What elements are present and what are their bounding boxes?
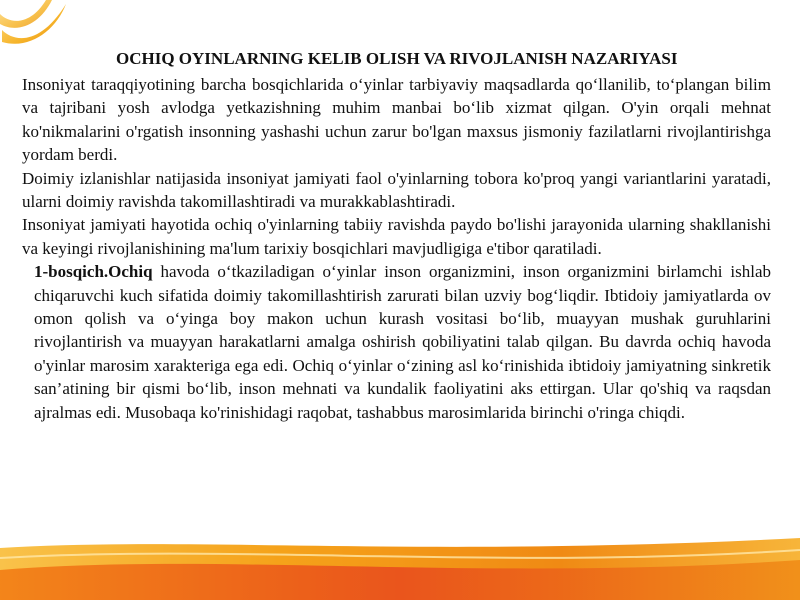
slide-title: OCHIQ OYINLARNING KELIB OLISH VA RIVOJLANISH NAZARIYASI [116,49,678,68]
body-text [22,73,771,424]
footer-wave-decoration [0,530,800,600]
paragraph-3-text: Insoniyat jamiyati hayotida ochiq o'yinlarning tabiiy ravishda paydo bo'lishi jarayonida ularning shakllanishi va keyingi rivojlanishining ma'lum tarixiy bosqichlari mavjudligiga e'tibor qaratiladi. [22,215,771,258]
paragraph-4 [22,260,771,424]
paragraph-2 [22,167,771,214]
paragraph-4-text: havoda o‘tkaziladigan o‘yinlar inson organizmini, inson organizmini birlamchi ishlab chiqaruvchi kuch sifatida doimiy takomillashtirish zarurati bilan uzviy bog‘liqdir. Ibtidoiy jamiyatlarda ov omon qolish va o‘yinga boy makon uchun kurash vositasi bo‘lib, muayyan mushak guruhlarini rivojlantirish va muayyan harakatlarni amalga oshirish qobiliyatini talab qilgan. Bu davrda ochiq havoda o'yinlar marosim xarakteriga ega edi. Ochiq o‘yinlar o‘zining asl ko‘rinishida ibtidoiy jamiyatning sinkretik san’atining bir qismi bo‘lib, inson mehnati va kundalik faoliyatini aks ettirgan. Ular qo'shiq va raqsdan ajralmas edi. Musobaqa ko'rinishidagi raqobat, tashabbus marosimlarida birinchi o'ringa chiqdi. [34,262,771,422]
paragraph-1 [22,73,771,167]
paragraph-1-text: Insoniyat taraqqiyotining barcha bosqichlarida o‘yinlar tarbiyaviy maqsadlarda qo‘llanilib, to‘plangan bilim va tajribani yosh avlodga yetkazishning muhim manbai bo‘lib xizmat qilgan. O'yin orqali mehnat ko'nikmalarini o'rgatish insonning yashashi uchun zarur bo'lgan maxsus jismoniy fazilatlarni rivojlantirishga yordam berdi. [22,75,771,165]
paragraph-3 [22,213,771,260]
swoosh-logo-icon [0,0,80,60]
paragraph-2-text: Doimiy izlanishlar natijasida insoniyat jamiyati faol o'yinlarning tobora ko'proq yangi variantlarini yaratadi, ularni doimiy ravishda takomillashtiradi va murakkablashtiradi. [22,168,771,212]
stage-1-heading: 1-bosqich.Ochiq [34,262,153,282]
